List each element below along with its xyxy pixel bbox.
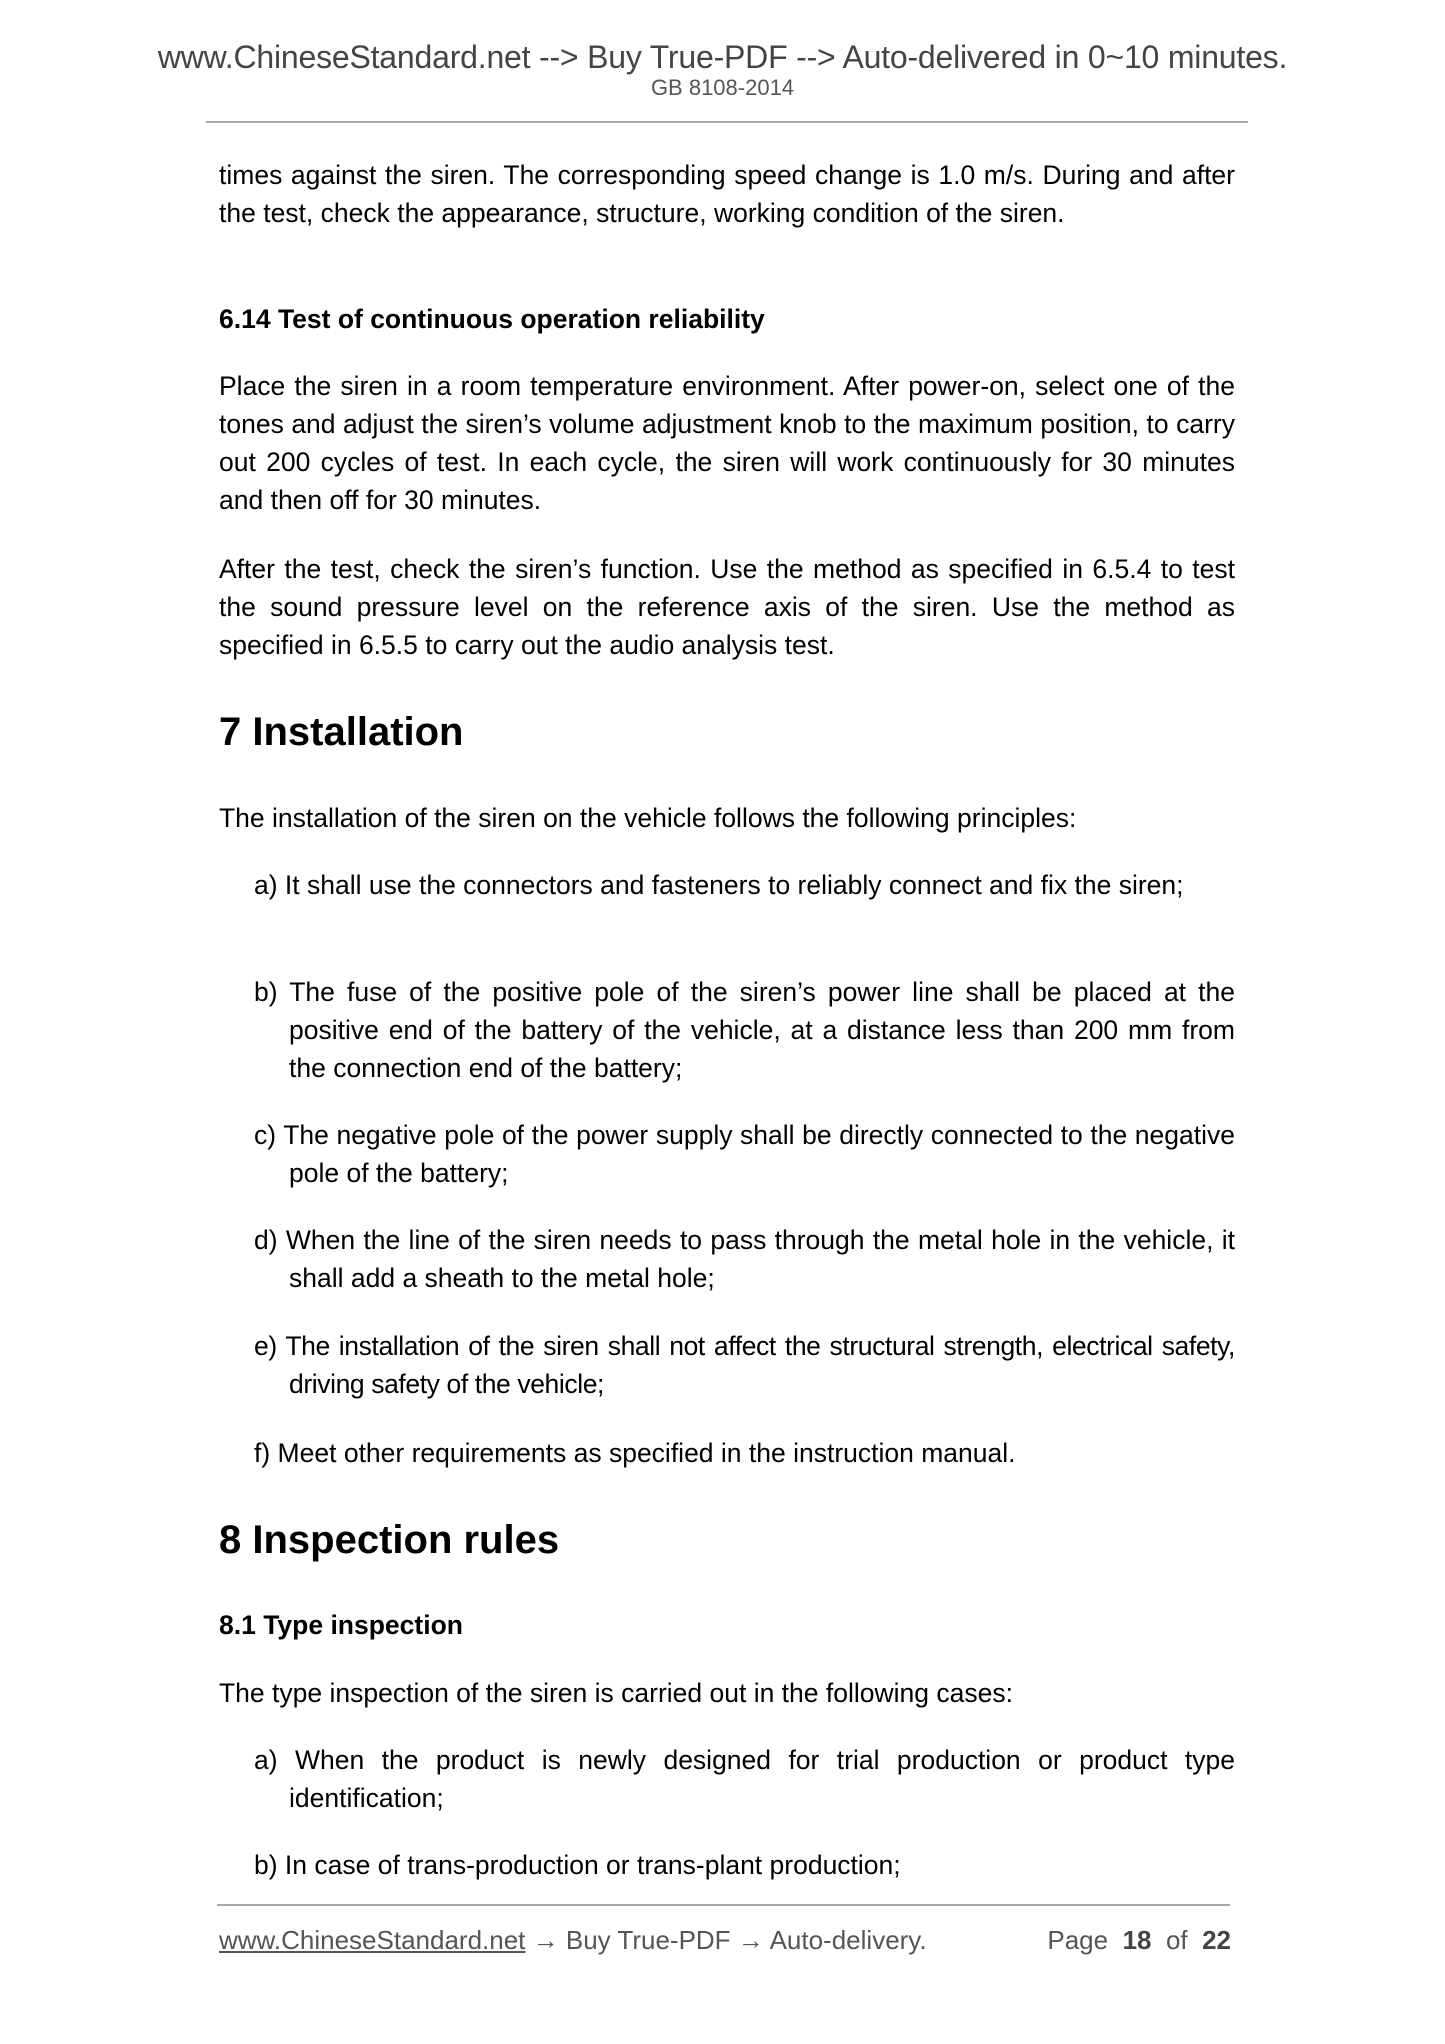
section-heading-7: 7 Installation [219, 710, 464, 754]
section-heading-6-14: 6.14 Test of continuous operation reliability [219, 304, 765, 334]
paragraph: The installation of the siren on the vehicle follows the following principles: [219, 803, 1077, 833]
header-banner: www.ChineseStandard.net --> Buy True-PDF --> Auto-delivered in 0~10 minutes. [157, 39, 1288, 75]
paragraph: After the test, check the siren’s function. Use the method as specified in 6.5.4 to test the sound pressure level on the reference axis of the siren. Use the method as specified in 6.5.5 to carry out the audio analysis test. [219, 554, 1235, 660]
of-label: of [1165, 1925, 1188, 1955]
paragraph: times against the siren. The corresponding speed change is 1.0 m/s. During and after the test, check the appearance, structure, working condition of the siren. [219, 160, 1235, 228]
paragraph: The type inspection of the siren is carried out in the following cases: [219, 1678, 1013, 1708]
list-item: a) When the product is newly designed for trial production or product type identification; [254, 1745, 1235, 1813]
list-item: a) It shall use the connectors and fasteners to reliably connect and fix the siren; [254, 870, 1184, 900]
footer-divider [217, 1904, 1230, 1906]
list-item: e) The installation of the siren shall not affect the structural strength, electrical safety, driving safety of the vehicle; [254, 1331, 1235, 1399]
paragraph: Place the siren in a room temperature environment. After power-on, select one of the tones and adjust the siren’s volume adjustment knob to the maximum position, to carry out 200 cycles of test. In each cycle, the siren will work continuously for 30 minutes and then off for 30 minutes. [219, 371, 1235, 515]
page-total: 22 [1202, 1925, 1231, 1955]
list-item: d) When the line of the siren needs to pass through the metal hole in the vehicle, it shall add a sheath to the metal hole; [254, 1225, 1235, 1293]
list-item: f) Meet other requirements as specified in the instruction manual. [254, 1438, 1016, 1468]
list-item: c) The negative pole of the power supply shall be directly connected to the negative pole of the battery; [254, 1120, 1235, 1188]
section-heading-8-1: 8.1 Type inspection [219, 1610, 463, 1640]
footer [219, 1921, 1231, 1959]
footer-tail: → Buy True-PDF → Auto-delivery. [525, 1925, 927, 1955]
page-label: Page [1047, 1925, 1109, 1955]
section-heading-8: 8 Inspection rules [219, 1518, 560, 1562]
list-item: b) The fuse of the positive pole of the siren’s power line shall be placed at the positive end of the battery of the vehicle, at a distance less than 200 mm from the connection end of the battery; [254, 977, 1235, 1083]
header-divider [206, 121, 1248, 123]
list-item: b) In case of trans-production or trans-plant production; [254, 1850, 901, 1880]
footer-link[interactable]: www.ChineseStandard.net [219, 1925, 526, 1955]
page-indicator [1047, 1921, 1231, 1959]
page-number: 18 [1122, 1925, 1152, 1955]
standard-number: GB 8108-2014 [650, 75, 795, 100]
footer-left [219, 1921, 927, 1959]
